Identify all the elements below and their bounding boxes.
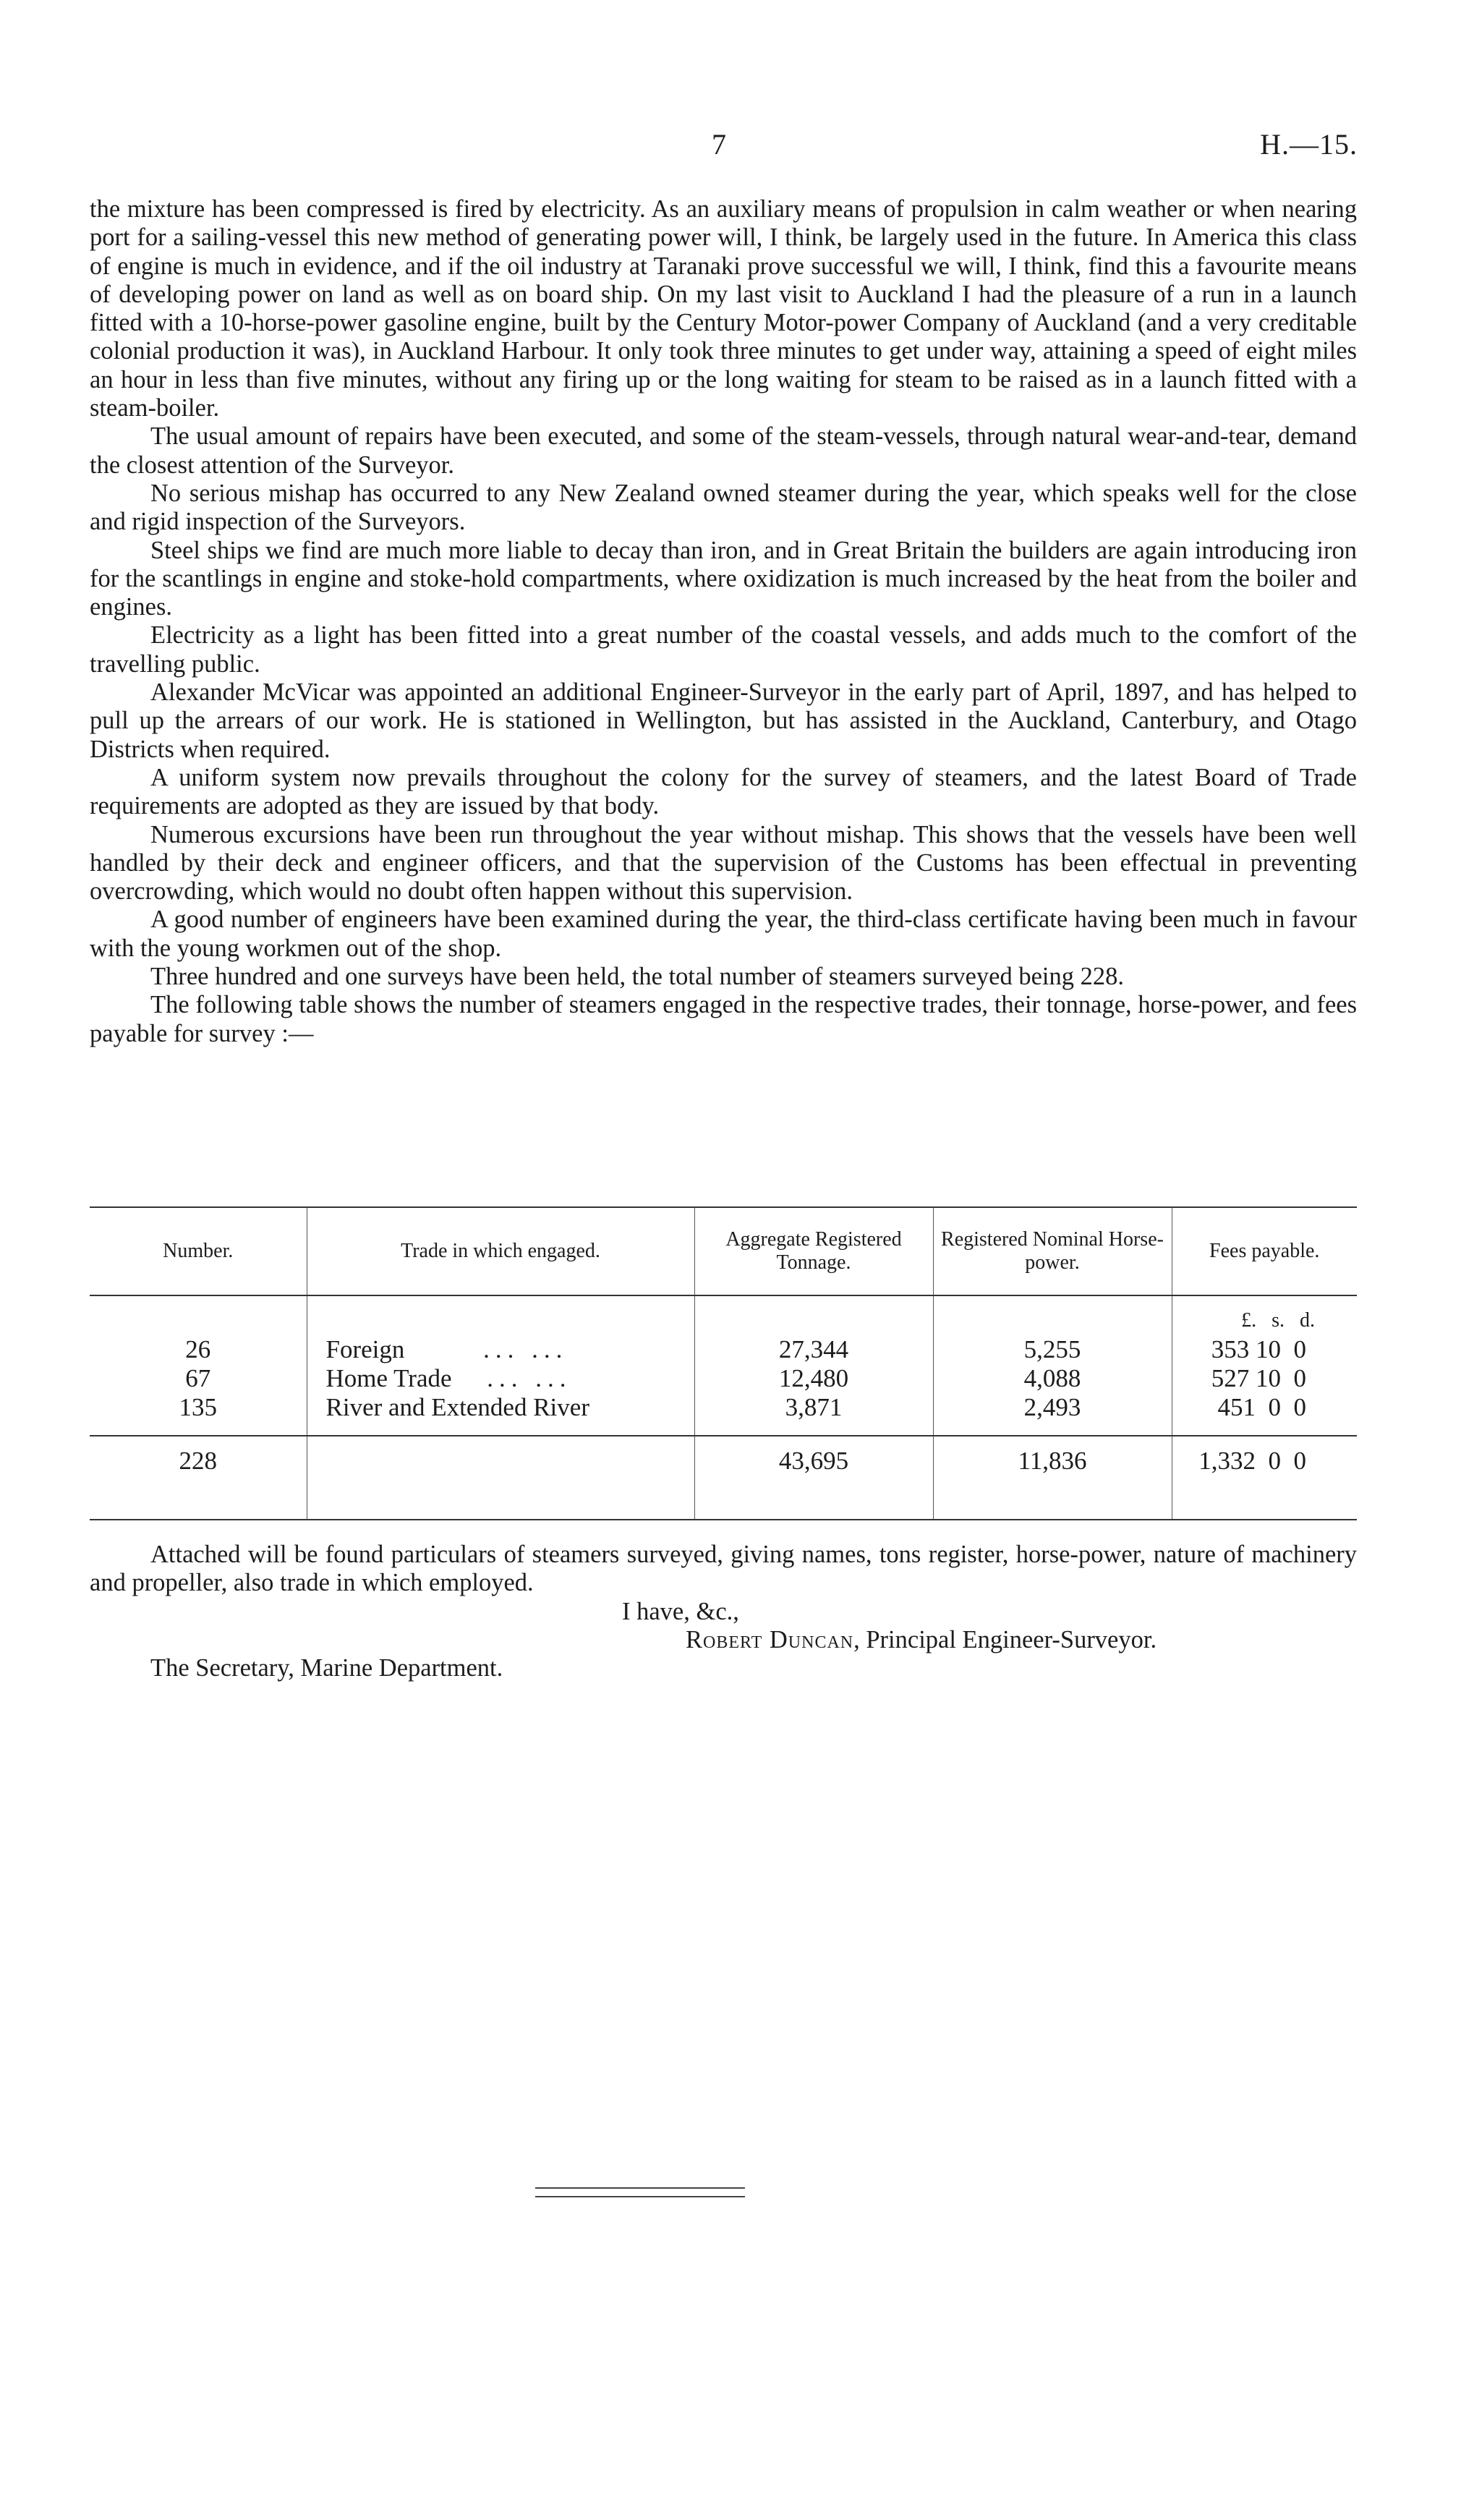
cell-trade: River and Extended River <box>307 1393 694 1436</box>
signatory-name: Robert Duncan <box>686 1625 854 1653</box>
document-reference: H.—15. <box>1260 128 1358 161</box>
total-fees: 1,332 0 0 <box>1172 1436 1357 1520</box>
cell-tonnage: 27,344 <box>694 1335 933 1364</box>
addressee: The Secretary, Marine Department. <box>150 1654 503 1682</box>
cell-number: 135 <box>90 1393 307 1436</box>
cell-fees: 353 10 0 <box>1211 1335 1306 1363</box>
paragraph: the mixture has been compressed is fired by electricity. As an auxiliary means of propulsion in calm weather or when nearing port for a sailing-vessel this new method of generating power will, I think, be largely used in the future. In America this class of engine is much in evidence, and if the oil industry at Taranaki prove successful we will, I think, find this a favourite means of developing power on land as well as on board ship. On my last visit to Auckland I had the pleasure of a run in a launch fitted with a 10-horse-power gasoline engine, built by the Century Motor-power Company of Auckland (and a very creditable colonial production it was), in Auckland Harbour. It only took three minutes to get under way, attaining a speed of eight miles an hour in less than five minutes, without any firing up or the long waiting for steam to be raised as in a launch fitted with a steam-boiler. <box>90 195 1357 422</box>
cell-trade: Home Trade ... ... <box>307 1364 694 1393</box>
total-horsepower: 11,836 <box>933 1436 1172 1520</box>
cell-tonnage: 12,480 <box>694 1364 933 1393</box>
fee-units: £. s. d. <box>1241 1309 1315 1332</box>
fee-units-row <box>90 1295 1357 1335</box>
paragraph: The following table shows the number of steamers engaged in the respective trades, their tonnage, horse-power, and fees payable for survey :— <box>90 991 1357 1047</box>
paragraph: Three hundred and one surveys have been held, the total number of steamers surveyed being 228. <box>150 963 1125 991</box>
page-number: 7 <box>712 128 726 161</box>
table-header-row <box>90 1207 1357 1295</box>
signatory-title: , Principal Engineer-Surveyor. <box>853 1625 1157 1653</box>
paragraph: No serious mishap has occurred to any New Zealand owned steamer during the year, which speaks well for the close and rigid inspection of the Surveyors. <box>90 479 1357 536</box>
steamer-trades-table <box>90 1206 1357 1520</box>
cell-number: 67 <box>90 1364 307 1393</box>
cell-fees: 527 10 0 <box>1211 1364 1306 1392</box>
paragraph: A good number of engineers have been examined during the year, the third-class certificate having been much in favour with the young workmen out of the shop. <box>90 906 1357 962</box>
table-row <box>90 1364 1357 1393</box>
body-text <box>90 195 1357 1048</box>
total-number: 228 <box>90 1436 307 1520</box>
cell-trade: Foreign ... ... <box>307 1335 694 1364</box>
table-row <box>90 1393 1357 1436</box>
cell-horsepower: 5,255 <box>933 1335 1172 1364</box>
paragraph: Alexander McVicar was appointed an additional Engineer-Surveyor in the early part of April, 1897, and has helped to pull up the arrears of our work. He is stationed in Wellington, but has assisted in the Auckland, Canterbury, and Otago Districts when required. <box>90 678 1357 763</box>
cell-horsepower: 2,493 <box>933 1393 1172 1436</box>
paragraph: Numerous excursions have been run throughout the year without mishap. This shows that the vessels have been well handled by their deck and engineer officers, and that the supervision of the Customs has been effectual in preventing overcrowding, which would no doubt often happen without this supervision. <box>90 820 1357 906</box>
column-header-number: Number. <box>90 1207 307 1295</box>
salutation: I have, &c., <box>622 1597 739 1625</box>
attached-note: Attached will be found particulars of steamers surveyed, giving names, tons register, horse-power, nature of machinery and propeller, also trade in which employed. <box>90 1541 1357 1597</box>
paragraph: Steel ships we find are much more liable to decay than iron, and in Great Britain the builders are again introducing iron for the scantlings in engine and stoke-hold compartments, where oxidization is much increased by the heat from the boiler and engines. <box>90 536 1357 621</box>
paragraph: A uniform system now prevails throughout the colony for the survey of steamers, and the latest Board of Trade requirements are adopted as they are issued by that body. <box>90 763 1357 820</box>
column-header-trade: Trade in which engaged. <box>307 1207 694 1295</box>
total-tonnage: 43,695 <box>694 1436 933 1520</box>
paragraph: Electricity as a light has been fitted into a great number of the coastal vessels, and adds much to the comfort of the travelling public. <box>90 621 1357 678</box>
closing-section <box>90 1541 1357 1682</box>
closing-double-rule <box>535 2187 745 2197</box>
cell-fees: 451 0 0 <box>1217 1393 1306 1421</box>
paragraph: The usual amount of repairs have been executed, and some of the steam-vessels, through natural wear-and-tear, demand the closest attention of the Surveyor. <box>90 422 1357 479</box>
cell-horsepower: 4,088 <box>933 1364 1172 1393</box>
cell-number: 26 <box>90 1335 307 1364</box>
column-header-tonnage: Aggregate Registered Tonnage. <box>694 1207 933 1295</box>
column-header-horsepower: Registered Nominal Horse-power. <box>933 1207 1172 1295</box>
cell-tonnage: 3,871 <box>694 1393 933 1436</box>
table-total-row <box>90 1436 1357 1520</box>
table-row <box>90 1335 1357 1364</box>
signature <box>686 1626 1357 1654</box>
column-header-fees: Fees payable. <box>1172 1207 1357 1295</box>
